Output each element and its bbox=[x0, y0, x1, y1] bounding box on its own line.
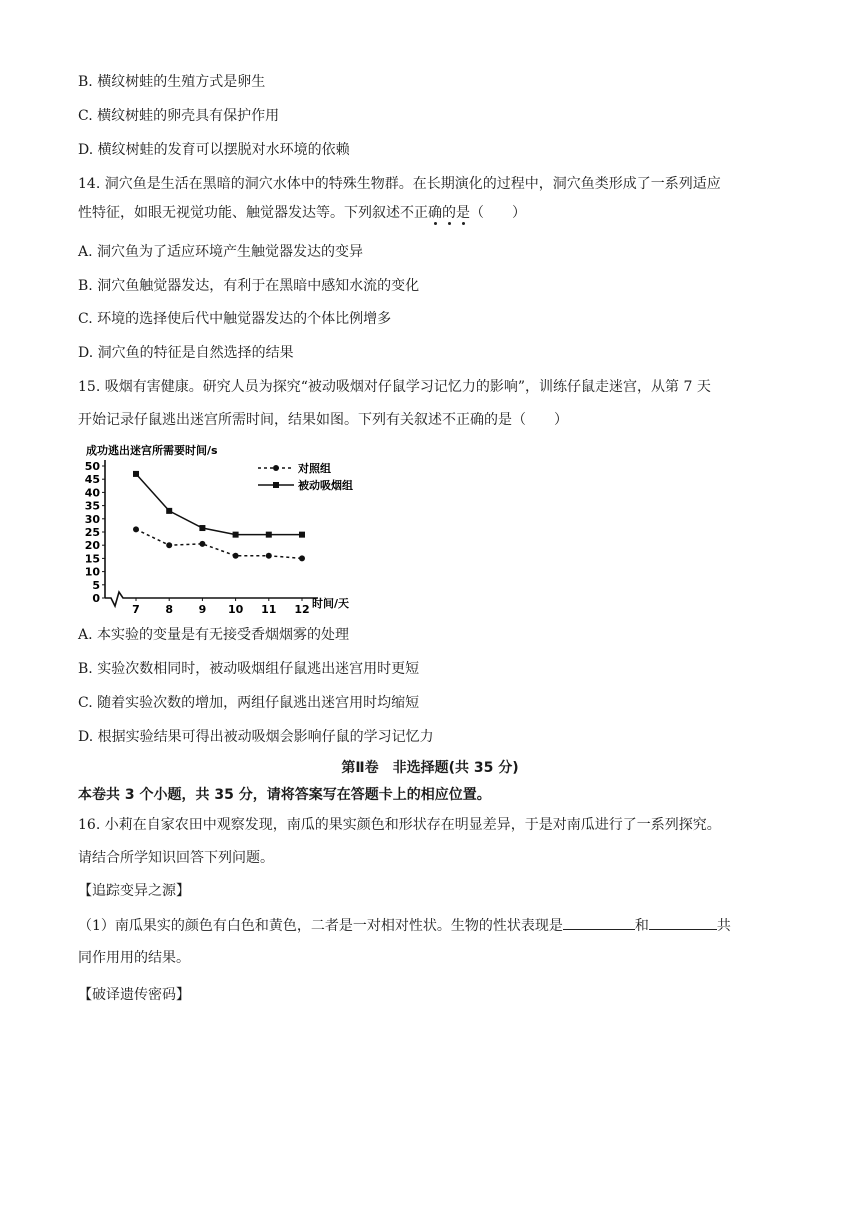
y-tick-label: 10 bbox=[84, 565, 100, 579]
x-tick-label: 12 bbox=[294, 603, 310, 616]
data-point-control bbox=[166, 542, 172, 548]
data-point-smoking bbox=[299, 532, 305, 538]
data-point-smoking bbox=[233, 532, 239, 538]
x-tick-label: 10 bbox=[227, 603, 244, 616]
option-14b: B. 洞穴鱼触觉器发达，有利于在黑暗中感知水流的变化 bbox=[78, 278, 420, 294]
part1-text-b: 和 bbox=[634, 918, 649, 934]
data-point-smoking bbox=[166, 508, 172, 514]
legend-marker bbox=[273, 482, 279, 488]
data-point-control bbox=[266, 553, 272, 559]
question-16-stem: 16. 小莉在自家农田中观察发现，南瓜的果实颜色和形状存在明显差异，于是对南瓜进行了一系列探究。 bbox=[78, 817, 721, 833]
question-16-part1 bbox=[78, 915, 731, 936]
question-16-part1-cont: 同作用用的结果。 bbox=[78, 950, 190, 966]
data-point-control bbox=[299, 555, 305, 561]
y-tick-label: 25 bbox=[84, 526, 100, 539]
answer-blank-1[interactable] bbox=[563, 915, 635, 930]
data-point-smoking bbox=[199, 525, 205, 531]
maze-time-chart bbox=[78, 438, 378, 618]
y-tick-label: 35 bbox=[84, 499, 100, 513]
answer-blank-2[interactable] bbox=[649, 915, 717, 930]
section-instruction: 本卷共 3 个小题，共 35 分，请将答案写在答题卡上的相应位置。 bbox=[78, 787, 491, 803]
y-tick-label: 5 bbox=[92, 578, 100, 592]
option-15c: C. 随着实验次数的增加，两组仔鼠逃出迷宫用时均缩短 bbox=[78, 695, 420, 711]
part1-text-c: 共 bbox=[716, 918, 731, 934]
x-tick-label: 11 bbox=[261, 603, 277, 616]
data-point-smoking bbox=[266, 532, 272, 538]
legend-label: 被动吸烟组 bbox=[298, 479, 353, 492]
option-14c: C. 环境的选择使后代中触觉器发达的个体比例增多 bbox=[78, 311, 392, 327]
y-tick-label: 45 bbox=[84, 473, 100, 487]
question-15-stem-cont: 开始记录仔鼠逃出迷宫所需时间，结果如图。下列有关叙述不正确的是（ ） bbox=[78, 412, 568, 428]
option-13d: D. 横纹树蛙的发育可以摆脱对水环境的依赖 bbox=[78, 142, 350, 158]
y-tick-label: 20 bbox=[84, 539, 100, 553]
emphasis-dots bbox=[434, 222, 474, 226]
data-point-smoking bbox=[133, 471, 139, 477]
option-15d: D. 根据实验结果可得出被动吸烟会影响仔鼠的学习记忆力 bbox=[78, 729, 434, 745]
question-16-stem-cont: 请结合所学知识回答下列问题。 bbox=[78, 850, 274, 866]
question-14-stem-cont: 性特征，如眼无视觉功能、触觉器发达等。下列叙述不正确的是（ ） bbox=[78, 205, 526, 221]
y-tick-label: 40 bbox=[84, 486, 100, 500]
data-point-control bbox=[233, 553, 239, 559]
data-point-control bbox=[199, 541, 205, 547]
option-14a: A. 洞穴鱼为了适应环境产生触觉器发达的变异 bbox=[78, 244, 364, 260]
x-tick-label: 9 bbox=[198, 603, 207, 616]
y-tick-label: 0 bbox=[92, 592, 100, 605]
section-title: 第Ⅱ卷 非选择题(共 35 分) bbox=[341, 760, 519, 776]
chart-y-label: 成功逃出迷宫所需要时间/s bbox=[86, 444, 218, 457]
x-tick-label: 8 bbox=[165, 603, 174, 616]
y-tick-label: 30 bbox=[84, 512, 100, 526]
option-15a: A. 本实验的变量是有无接受香烟烟雾的处理 bbox=[78, 627, 350, 643]
chart-x-label: 时间/天 bbox=[312, 597, 350, 610]
question-14-stem: 14. 洞穴鱼是生活在黑暗的洞穴水体中的特殊生物群。在长期演化的过程中，洞穴鱼类形成了一系列适应 bbox=[78, 176, 721, 192]
heading-genetics: 【破译遗传密码】 bbox=[78, 987, 190, 1003]
option-15b: B. 实验次数相同时，被动吸烟组仔鼠逃出迷宫用时更短 bbox=[78, 661, 420, 677]
series-line-1 bbox=[136, 529, 302, 558]
question-15-stem: 15. 吸烟有害健康。研究人员为探究“被动吸烟对仔鼠学习记忆力的影响”，训练仔鼠走迷宫，从第 7 天 bbox=[78, 379, 711, 395]
data-point-control bbox=[133, 526, 139, 532]
y-tick-label: 15 bbox=[84, 552, 100, 566]
legend-label: 对照组 bbox=[298, 462, 331, 475]
x-tick-label: 7 bbox=[132, 603, 140, 616]
option-14d: D. 洞穴鱼的特征是自然选择的结果 bbox=[78, 345, 294, 361]
legend-marker bbox=[273, 465, 279, 471]
option-13b: B. 横纹树蛙的生殖方式是卵生 bbox=[78, 74, 266, 90]
heading-variation: 【追踪变异之源】 bbox=[78, 883, 190, 899]
y-tick-label: 50 bbox=[84, 460, 100, 473]
part1-text-a: （1）南瓜果实的颜色有白色和黄色，二者是一对相对性状。生物的性状表现是 bbox=[78, 918, 563, 934]
option-13c: C. 横纹树蛙的卵壳具有保护作用 bbox=[78, 108, 280, 124]
